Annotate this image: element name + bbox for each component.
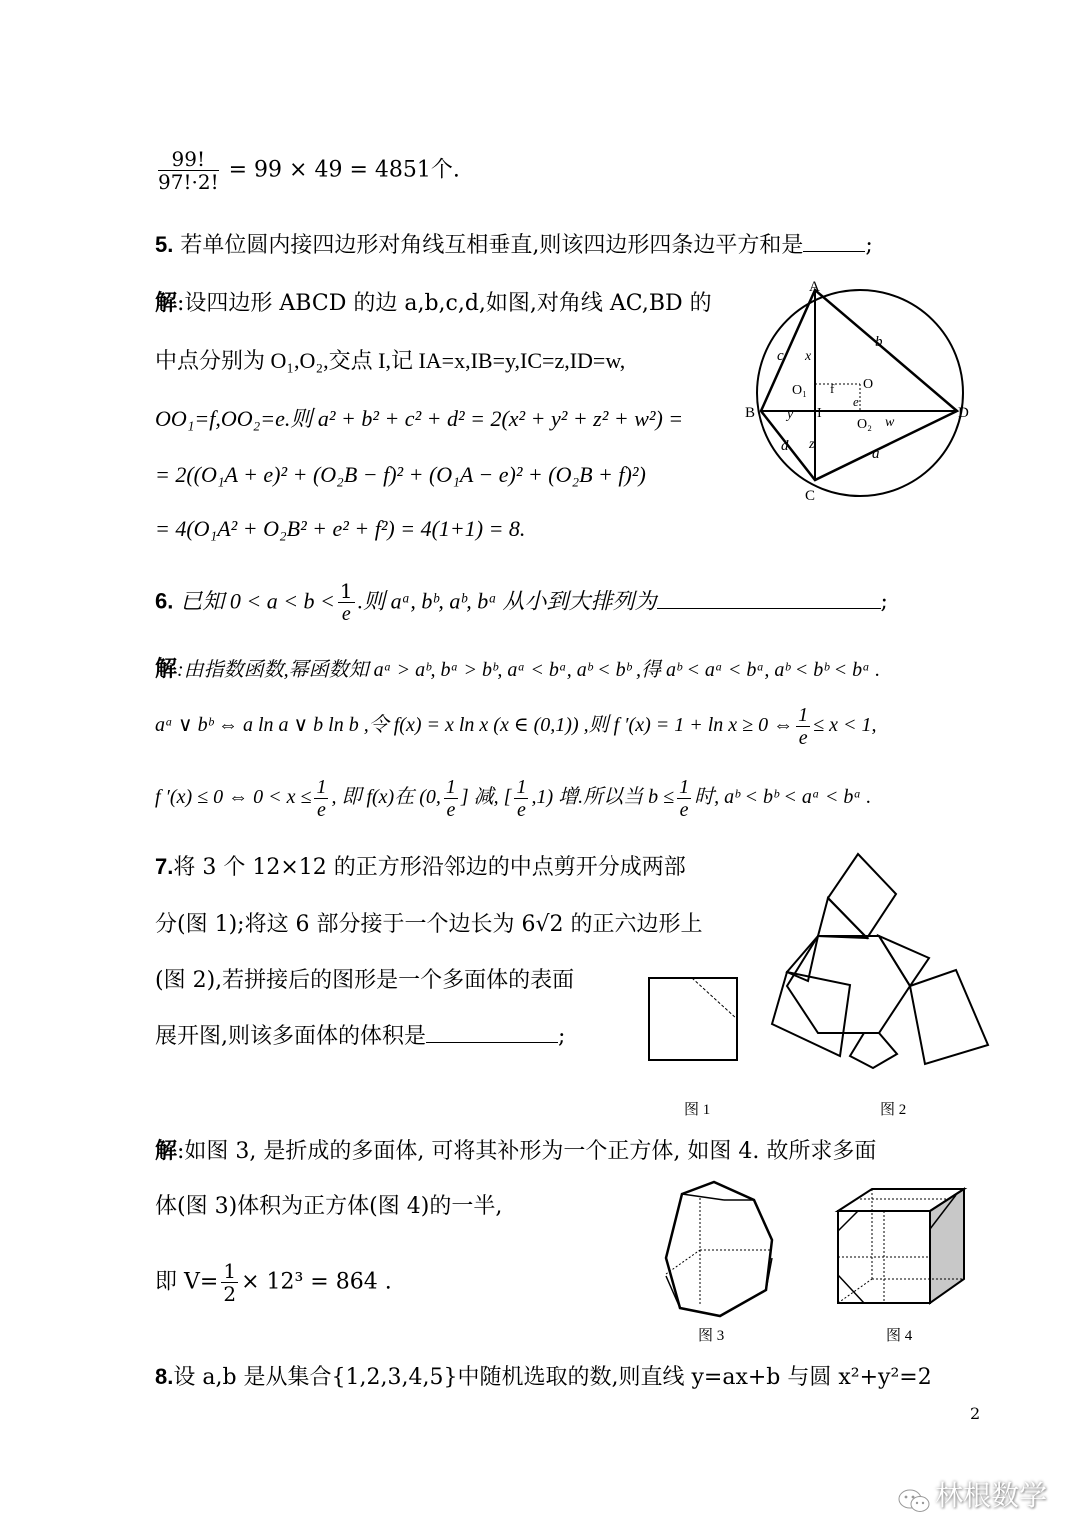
hidden-edge <box>666 1250 700 1274</box>
figure-1-caption: 图 1 <box>684 1102 711 1118</box>
circle-quadrilateral-figure <box>745 278 975 508</box>
label-x: x <box>805 349 812 364</box>
top-result: $\frac{99!}{97!\cdot 2!}$ = 99 × 49 = 4851个. <box>158 147 460 194</box>
right-triangle <box>879 936 929 986</box>
wechat-icon <box>898 1488 930 1514</box>
answer-blank <box>657 590 881 609</box>
question-7-line-3: (图 2),若拼接后的图形是一个多面体的表面 <box>155 968 575 993</box>
answer-blank <box>426 1024 558 1043</box>
label-a: a <box>872 446 880 462</box>
label-O: O <box>863 377 874 392</box>
label-I: I <box>817 406 822 421</box>
label-O2: O₂ <box>857 417 872 432</box>
edge <box>838 1275 864 1303</box>
label-e: e <box>853 394 859 409</box>
left-square <box>772 972 850 1056</box>
question-8: 8.设 a,b 是从集合{1,2,3,4,5}中随机选取的数,则直线 y=ax+b 与圆 x²+y²=2 <box>155 1364 932 1390</box>
polyhedron-outline <box>666 1182 772 1316</box>
answer-blank <box>803 233 865 252</box>
q7-solution-line-1: 解:如图 3, 是折成的多面体, 可将其补形为一个正方体, 如图 4. 故所求多面 <box>155 1138 877 1164</box>
figure-3-polyhedron <box>662 1178 787 1318</box>
fraction: $\frac{1}{e}$ <box>516 776 527 821</box>
label-z: z <box>809 437 815 452</box>
figure-2-net <box>768 850 998 1070</box>
top-square <box>828 854 896 938</box>
q5-solution-line-3: OO₁=f,OO₂=e.则 a² + b² + c² + d² = 2(x² + y² + z² + w²) = <box>155 406 684 431</box>
q5-solution-line-4: = 2((O₁A + e)² + (O₂B − f)² + (O₁A − e)² + (O₂B + f)²) <box>155 462 646 487</box>
q5-solution-line-5: = 4(O₁A² + O₂B² + e² + f²) = 4(1+1) = 8. <box>155 516 526 541</box>
q7-solution-line-3: 即 V= $\frac{1}{2}$ × 12³ = 864 . <box>155 1259 392 1306</box>
fraction: $\frac{1}{e}$ <box>316 776 327 821</box>
edge <box>682 1194 724 1200</box>
figure-4-caption: 图 4 <box>886 1328 913 1344</box>
label-C: C <box>805 488 816 504</box>
q6-solution-line-1: 解:由指数函数,幂函数知 aᵃ > aᵇ, bᵃ > bᵇ, aᵃ < bᵃ, aᵇ < bᵇ ,得 aᵇ < aᵃ < bᵃ, aᵇ < bᵇ < bᵃ . <box>155 656 881 682</box>
label-b: b <box>875 334 883 350</box>
watermark <box>898 1474 1047 1514</box>
q7-solution-line-2: 体(图 3)体积为正方体(图 4)的一半, <box>155 1194 503 1219</box>
label-d: d <box>781 438 789 454</box>
figure-2-caption: 图 2 <box>880 1102 907 1118</box>
square-outline <box>649 978 737 1060</box>
label-f: f <box>830 381 835 396</box>
fraction: $\frac{99!}{97!\cdot 2!}$ <box>158 147 219 194</box>
label-O1: O₁ <box>792 383 807 398</box>
edge <box>666 1194 682 1258</box>
q5-solution-line-2: 中点分别为 O₁,O₂,交点 I,记 IA=x,IB=y,IC=z,ID=w, <box>155 348 626 373</box>
label-B: B <box>745 405 756 421</box>
q6-solution-line-3: f ′(x) ≤ 0 ⇔ 0 < x ≤ $\frac{1}{e}$ , 即 f(x)在 (0, $\frac{1}{e}$ ] 减, [ $\frac{1}{e}$ ,1) 增.所以当 b ≤ $\frac{1}{e}$ 时, aᵇ < bᵇ < aᵃ < bᵃ . <box>155 776 872 821</box>
fraction: $\frac{1}{e}$ <box>445 776 456 821</box>
fraction: $\frac{1}{2}$ <box>223 1259 237 1306</box>
figure-3-caption: 图 3 <box>698 1328 725 1344</box>
page-number: 2 <box>970 1404 981 1423</box>
top-triangle <box>818 898 867 938</box>
label-c: c <box>777 348 784 364</box>
label-D: D <box>958 405 969 421</box>
q5-solution-line-1: 解:设四边形 ABCD 的边 a,b,c,d,如图,对角线 AC,BD 的 <box>155 290 712 316</box>
label-w: w <box>885 415 895 430</box>
label-A: A <box>809 279 820 295</box>
figure-1-square <box>648 975 748 1065</box>
hidden-edge <box>838 1279 872 1303</box>
watermark-text: 林根数学 <box>935 1479 1048 1512</box>
quadrilateral-abcd <box>761 290 957 480</box>
cut-line <box>692 978 737 1019</box>
fraction: $\frac{1}{e}$ <box>339 579 353 625</box>
q6-solution-line-2: aᵃ ∨ bᵇ ⇔ a ln a ∨ b ln b ,令 f(x) = x ln x (x ∈ (0,1)) ,则 f ′(x) = 1 + ln x ≥ 0 ⇔ $\frac{1}{e}$ ≤ x < 1, <box>155 704 877 749</box>
question-5: 5. 若单位圆内接四边形对角线互相垂直,则该四边形四条边平方和是 ; <box>155 232 873 258</box>
edge <box>838 1211 858 1231</box>
question-6: 6. 已知 0 < a < b < $\frac{1}{e}$ .则 aᵃ, bᵇ, aᵇ, bᵃ 从小到大排列为 ; <box>155 579 888 625</box>
figure-4-cube <box>836 1185 971 1310</box>
question-7-line-1: 7.将 3 个 12×12 的正方形沿邻边的中点剪开分成两部 <box>155 854 686 880</box>
label-y: y <box>787 407 794 422</box>
fraction: $\frac{1}{e}$ <box>679 776 690 821</box>
question-7-line-4: 展开图,则该多面体的体积是 ; <box>155 1024 566 1049</box>
bottom-triangle <box>850 1033 897 1068</box>
right-square <box>910 970 988 1064</box>
fraction: $\frac{1}{e}$ <box>798 704 809 749</box>
question-7-line-2: 分(图 1);将这 6 部分接于一个边长为 6√2 的正六边形上 <box>155 912 703 937</box>
